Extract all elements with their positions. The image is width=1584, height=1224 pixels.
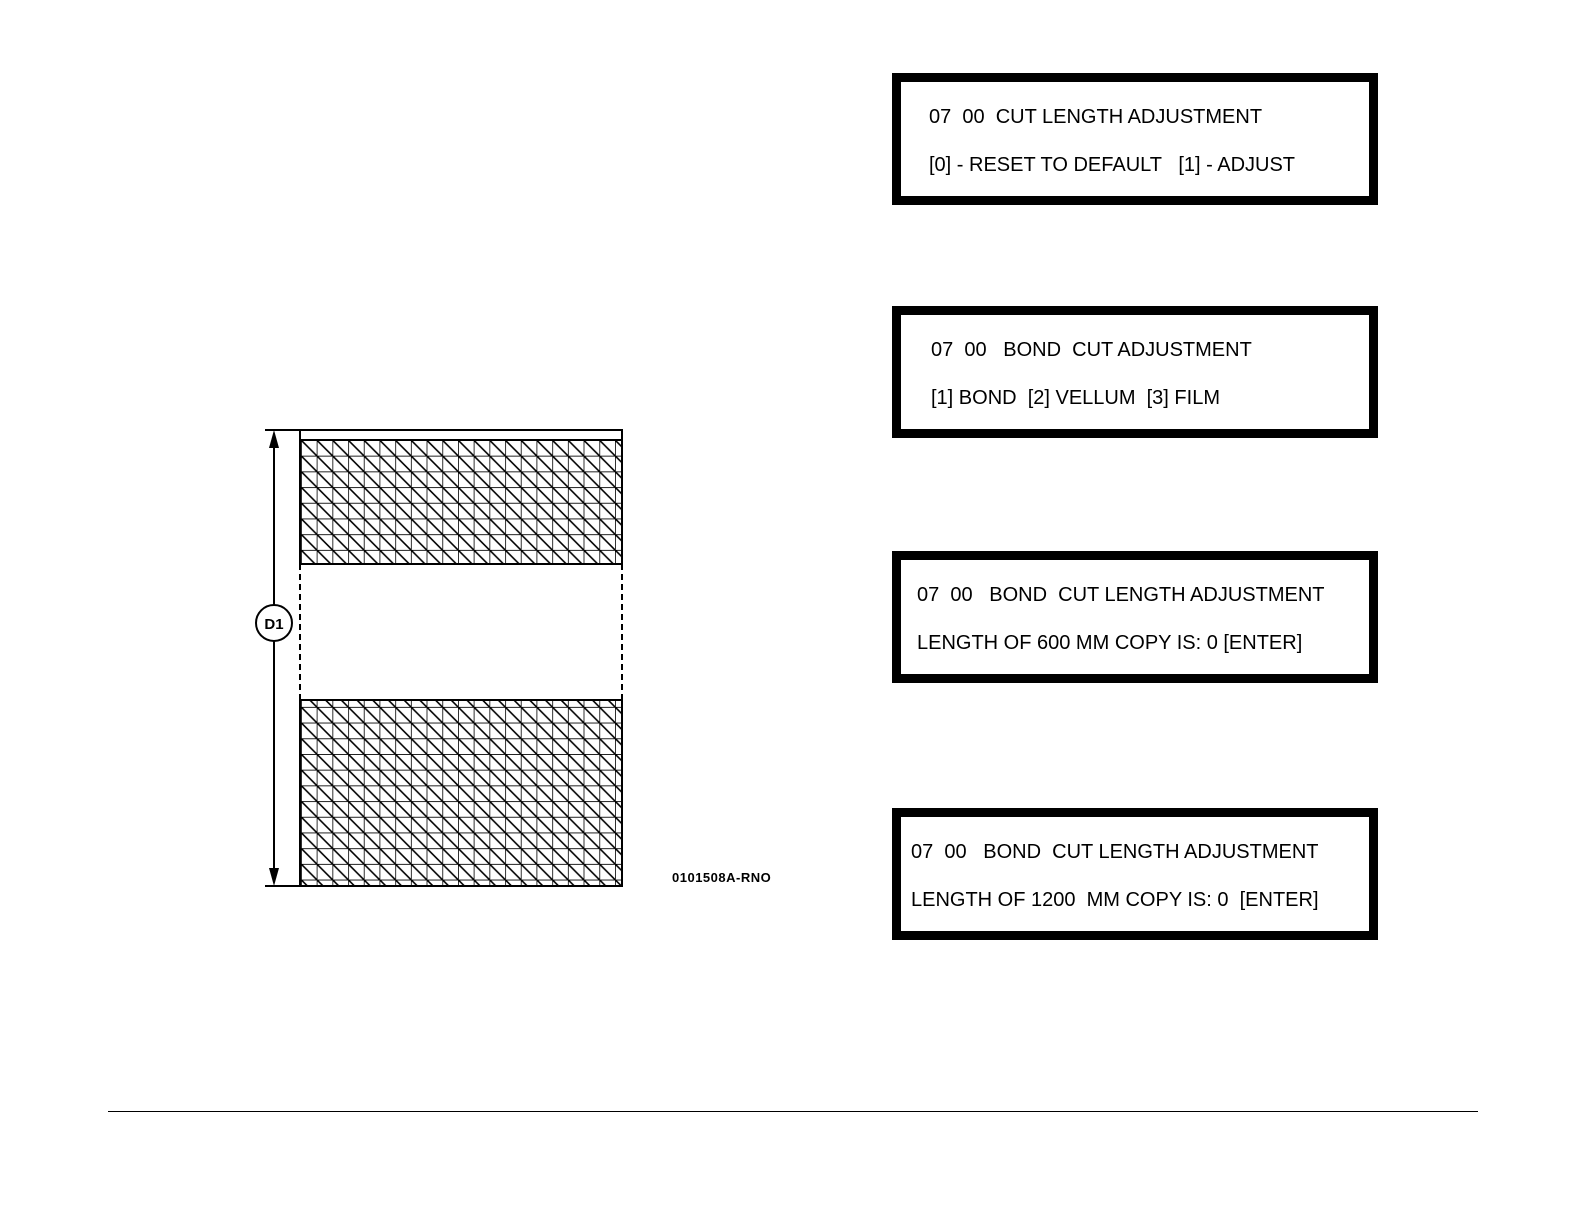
hatched-block-top <box>300 440 622 564</box>
sheet-top-margin <box>300 430 622 440</box>
display-panel-media-select <box>892 306 1378 438</box>
display-panel-600mm-length <box>892 551 1378 683</box>
footer-divider <box>108 1111 1478 1112</box>
hatched-block-bottom <box>300 700 622 886</box>
cut-length-diagram <box>0 0 800 960</box>
dimension-d1 <box>256 430 300 886</box>
panel-line-title: 07 00 BOND CUT ADJUSTMENT <box>931 339 1252 361</box>
panel-line-options: [0] - RESET TO DEFAULT [1] - ADJUST <box>929 154 1296 176</box>
panel-line-title: 07 00 CUT LENGTH ADJUSTMENT <box>929 106 1263 128</box>
figure-code: 0101508A-RNO <box>672 870 772 885</box>
panel-line-title: 07 00 BOND CUT LENGTH ADJUSTMENT <box>911 841 1319 863</box>
panel-line-title: 07 00 BOND CUT LENGTH ADJUSTMENT <box>917 584 1325 606</box>
arrow-down-icon <box>269 868 279 886</box>
panel-line-prompt: LENGTH OF 600 MM COPY IS: 0 [ENTER] <box>917 632 1303 654</box>
display-panel-1200mm-length <box>892 808 1378 940</box>
dimension-label: D1 <box>264 616 284 633</box>
panel-line-prompt: LENGTH OF 1200 MM COPY IS: 0 [ENTER] <box>911 889 1319 911</box>
display-panel-cut-length-menu <box>892 73 1378 205</box>
panel-line-options: [1] BOND [2] VELLUM [3] FILM <box>931 387 1220 409</box>
arrow-up-icon <box>269 430 279 448</box>
